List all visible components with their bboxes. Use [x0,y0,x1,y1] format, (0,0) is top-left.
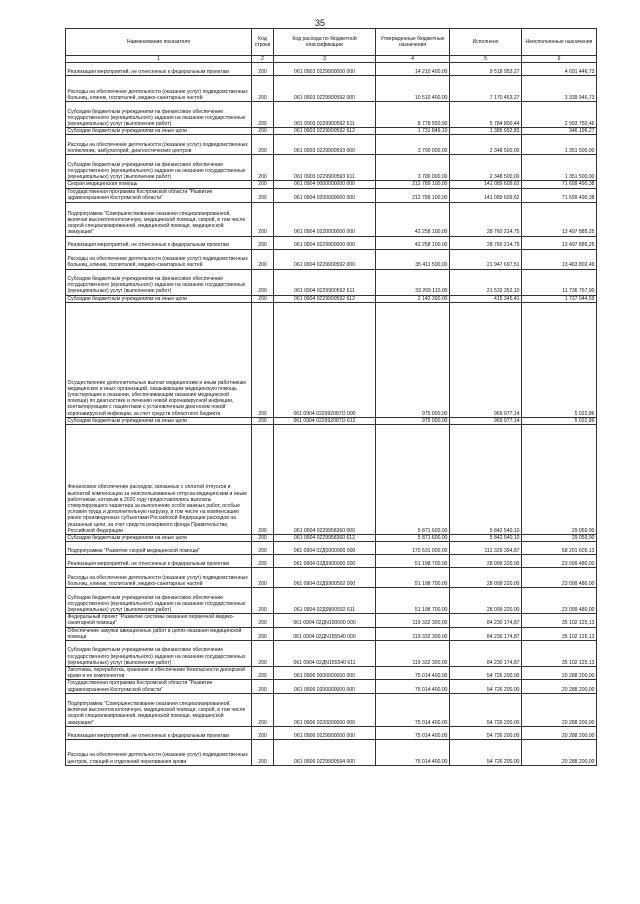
unexecuted-amount: 3 339 946,73 [522,76,597,102]
indicator-name: Субсидии бюджетным учреждениям на иные цели [66,128,252,135]
approved-amount: 75 014 400,00 [376,667,450,680]
table-row [66,202,597,236]
expense-code: 061 0903 0229900000 000 [274,63,376,76]
expense-code: 061 0903 0229900592 000 [274,76,376,102]
line-code: 200 [252,680,274,693]
expense-code: 061 0904 0229900000 000 [274,236,376,249]
approved-amount: 42 258 100,00 [376,202,450,236]
table-row [66,588,597,614]
line-code: 200 [252,181,274,188]
unexecuted-amount: 13 497 885,25 [522,202,597,236]
unexecuted-amount: 5 022,86 [522,302,597,417]
line-code: 200 [252,588,274,614]
line-code: 200 [252,135,274,155]
table-row [66,295,597,302]
executed-amount: 5 842 540,10 [450,425,522,535]
executed-amount: 54 726 200,00 [450,667,522,680]
line-code: 200 [252,614,274,627]
executed-amount: 2 348 500,00 [450,155,522,181]
approved-amount: 10 510 400,00 [376,76,450,102]
table-row [66,542,597,555]
approved-amount: 51 198 700,00 [376,588,450,614]
indicator-name: Субсидии бюджетным учреждениям на финансовое обеспечение государственного (муниципального) задания на оказание государственных (муниципальных) услуг (выполнение работ) [66,588,252,614]
unexecuted-amount: 23 099 480,00 [522,555,597,568]
unexecuted-amount: 35 102 125,13 [522,614,597,627]
table-row [66,249,597,269]
indicator-name: Расходы на обеспечение деятельности (оказание услуг) подведомственных больниц, клиник, госпиталей, медико-санитарных частей [66,568,252,588]
line-code: 200 [252,739,274,765]
expense-code: 061 0904 0220000000 000 [274,202,376,236]
approved-amount: 2 142 390,00 [376,295,450,302]
unexecuted-amount: 20 288 200,00 [522,739,597,765]
expense-code: 061 0904 02Д9900000 000 [274,555,376,568]
line-code: 200 [252,555,274,568]
line-code: 200 [252,63,274,76]
table-row [66,102,597,128]
unexecuted-amount: 23 099 480,00 [522,588,597,614]
line-code: 200 [252,295,274,302]
column-number: 5 [450,56,522,63]
header-indicator-name: Наименование показателя [66,29,252,56]
table-row [66,568,597,588]
line-code: 200 [252,188,274,202]
approved-amount: 975 000,00 [376,302,450,417]
indicator-name: Государственная программа Костромской области "Развитие здравоохранения Костромской области" [66,680,252,693]
executed-amount: 141 089 609,62 [450,188,522,202]
unexecuted-amount: 23 099 480,00 [522,568,597,588]
approved-amount: 8 778 550,90 [376,102,450,128]
executed-amount: 9 518 953,27 [450,63,522,76]
executed-amount: 112 329 394,87 [450,542,522,555]
indicator-name: Федеральный проект "Развитие системы оказания первичной медико-санитарной помощи" [66,614,252,627]
executed-amount: 54 726 200,00 [450,726,522,739]
expense-code: 061 0906 0000000000 000 [274,667,376,680]
line-code: 200 [252,202,274,236]
table-row [66,627,597,640]
indicator-name: Государственная программа Костромской области "Развитие здравоохранения Костромской области" [66,188,252,202]
indicator-name: Расходы на обеспечение деятельности (оказание услуг) подведомственных больниц, клиник, госпиталей, медико-санитарных частей [66,249,252,269]
table-row [66,155,597,181]
expense-code: 061 0904 02Д9900592 000 [274,568,376,588]
indicator-name: Субсидии бюджетным учреждениям на иные цели [66,295,252,302]
table-row [66,726,597,739]
approved-amount: 119 332 300,00 [376,614,450,627]
unexecuted-amount: 71 699 490,38 [522,181,597,188]
column-number: 1 [66,56,252,63]
column-number: 4 [376,56,450,63]
indicator-name: Финансовое обеспечение расходов, связанных с оплатой отпусков и выплатой компенсации за неиспользованные отпуска медицинским и иным работникам, которым в 2020 году предоставлялись выплаты стимулирующего характера за выполнение особо важных работ, особые условия труда и дополнительную нагрузку, в том числе на компенсацию ранее произведенных субъектами Российской Федерации расходов на указанные цели, за счет средств резервного фонда Правительства Российской Федерации [66,425,252,535]
approved-amount: 33 269 110,00 [376,269,450,295]
executed-amount: 5 842 540,10 [450,535,522,542]
executed-amount: 28 760 214,75 [450,202,522,236]
executed-amount: 5 784 800,44 [450,102,522,128]
executed-amount: 28 760 214,75 [450,236,522,249]
approved-amount: 75 014 400,00 [376,693,450,726]
expense-code: 061 0904 02Д0000000 000 [274,542,376,555]
expense-code: 061 0904 02ДN155540 611 [274,641,376,667]
column-number: 6 [522,56,597,63]
approved-amount: 1 731 849,10 [376,128,450,135]
approved-amount: 42 258 100,00 [376,236,450,249]
approved-amount: 3 700 000,00 [376,155,450,181]
indicator-name: Скорая медицинская помощь [66,181,252,188]
unexecuted-amount: 71 699 490,38 [522,188,597,202]
executed-amount: 415 345,41 [450,295,522,302]
line-code: 200 [252,249,274,269]
executed-amount: 28 099 220,00 [450,588,522,614]
column-number: 3 [274,56,376,63]
line-code: 200 [252,302,274,417]
table-row [66,181,597,188]
unexecuted-amount: 20 288 200,00 [522,726,597,739]
indicator-name: Осуществление дополнительных выплат медицинским и иным работникам медицинских и иных организаций, оказывающим медицинскую помощь (участвующим в оказании, обеспечивающим оказание медицинской помощи) по диагностике и лечению новой коронавирусной инфекции, контактирующим с пациентами с установленным диагнозом новой коронавирусной инфекции, за счет средств областного бюджета [66,302,252,417]
unexecuted-amount: 29 059,90 [522,425,597,535]
line-code: 200 [252,667,274,680]
expense-code: 061 0904 0229958360 000 [274,425,376,535]
approved-amount: 170 531 000,00 [376,542,450,555]
expense-code: 061 0903 0229900593 000 [274,135,376,155]
expense-code: 061 0903 0229900592 612 [274,128,376,135]
table-row [66,555,597,568]
indicator-name: Субсидии бюджетным учреждениям на финансовое обеспечение государственного (муниципального) задания на оказание государственных (муниципальных) услуг (выполнение работ) [66,641,252,667]
executed-amount: 54 726 200,00 [450,680,522,693]
approved-amount: 75 014 400,00 [376,680,450,693]
approved-amount: 975 000,00 [376,417,450,424]
executed-amount: 969 977,14 [450,417,522,424]
indicator-name: Реализация мероприятий, не отнесенных к федеральным проектам [66,63,252,76]
unexecuted-amount: 5 022,86 [522,417,597,424]
unexecuted-amount: 35 102 125,13 [522,627,597,640]
indicator-name: Подпрограмма "Совершенствование оказания специализированной, включая высокотехнологичную, медицинской помощи, скорой, в том числе скорой специализированной, медицинской помощи, медицинской эвакуации" [66,693,252,726]
line-code: 200 [252,417,274,424]
approved-amount: 14 210 400,00 [376,63,450,76]
table-row [66,128,597,135]
line-code: 200 [252,76,274,102]
table-row [66,76,597,102]
table-row [66,63,597,76]
executed-amount: 28 099 220,00 [450,568,522,588]
unexecuted-amount: 29 059,90 [522,535,597,542]
table-row [66,302,597,417]
line-code: 200 [252,627,274,640]
indicator-name: Обеспечение закупки авиационных работ в целях оказания медицинской помощи [66,627,252,640]
table-row [66,739,597,765]
line-code: 200 [252,535,274,542]
table-row [66,641,597,667]
line-code: 200 [252,102,274,128]
unexecuted-amount: 13 497 885,25 [522,236,597,249]
executed-amount: 7 170 453,27 [450,76,522,102]
table-body [66,63,597,766]
expense-code: 061 0904 0229900592 000 [274,249,376,269]
approved-amount: 212 789 100,00 [376,188,450,202]
header-approved: Утвержденные бюджетные назначения [376,29,450,56]
indicator-name: Подпрограмма "Развитие скорой медицинской помощи" [66,542,252,555]
approved-amount: 35 411 500,00 [376,249,450,269]
table-row [66,236,597,249]
indicator-name: Расходы на обеспечение деятельности (оказание услуг) подведомственных центров, станций и отделений переливания крови [66,739,252,765]
expense-code: 061 0904 022992087О 612 [274,417,376,424]
indicator-name: Реализация мероприятий, не отнесенных к федеральным проектам [66,555,252,568]
expense-code: 061 0903 0229900592 611 [274,102,376,128]
expense-code: 061 0906 0229900594 000 [274,739,376,765]
table-row [66,667,597,680]
indicator-name: Подпрограмма "Совершенствование оказания специализированной, включая высокотехнологичную, медицинской помощи, скорой, в том числе скорой специализированной, медицинской помощи, медицинской эвакуации" [66,202,252,236]
line-code: 200 [252,269,274,295]
executed-amount: 141 089 609,62 [450,181,522,188]
unexecuted-amount: 13 463 802,49 [522,249,597,269]
table-row [66,614,597,627]
line-code: 200 [252,155,274,181]
header-row [66,29,597,56]
unexecuted-amount: 1 727 044,59 [522,295,597,302]
unexecuted-amount: 20 288 200,00 [522,667,597,680]
approved-amount: 51 198 700,00 [376,568,450,588]
expense-code: 061 0906 0220000000 000 [274,693,376,726]
indicator-name: Субсидии бюджетным учреждениям на иные цели [66,417,252,424]
table-row [66,535,597,542]
table-row [66,680,597,693]
table-row [66,417,597,424]
unexecuted-amount: 58 201 605,13 [522,542,597,555]
unexecuted-amount: 346 196,27 [522,128,597,135]
unexecuted-amount: 35 102 125,13 [522,641,597,667]
unexecuted-amount: 11 736 757,90 [522,269,597,295]
budget-execution-table [65,28,597,766]
line-code: 200 [252,425,274,535]
executed-amount: 2 348 500,00 [450,135,522,155]
line-code: 200 [252,236,274,249]
executed-amount: 84 230 174,87 [450,641,522,667]
column-number-row [66,56,597,63]
indicator-name: Реализация мероприятий, не отнесенных к федеральным проектам [66,726,252,739]
expense-code: 061 0906 0229900000 000 [274,726,376,739]
expense-code: 061 0904 0229900592 611 [274,269,376,295]
indicator-name: Субсидии бюджетным учреждениям на финансовое обеспечение государственного (муниципального) задания на оказание государственных (муниципальных) услуг (выполнение работ) [66,155,252,181]
indicator-name: Субсидии бюджетным учреждениям на иные цели [66,535,252,542]
expense-code: 061 0903 0229900593 611 [274,155,376,181]
unexecuted-amount: 2 993 750,46 [522,102,597,128]
header-expense-code: Код расхода по бюджетной классификации [274,29,376,56]
executed-amount: 28 099 220,00 [450,555,522,568]
approved-amount: 5 871 600,00 [376,535,450,542]
line-code: 200 [252,542,274,555]
table-row [66,188,597,202]
indicator-name: Расходы на обеспечение деятельности (оказание услуг) подведомственных поликлиник, амбулаторий, диагностических центров [66,135,252,155]
approved-amount: 75 014 400,00 [376,726,450,739]
line-code: 200 [252,568,274,588]
line-code: 200 [252,128,274,135]
approved-amount: 75 014 400,00 [376,739,450,765]
approved-amount: 5 871 600,00 [376,425,450,535]
expense-code: 061 0904 02Д9900592 611 [274,588,376,614]
approved-amount: 119 332 300,00 [376,627,450,640]
table-row [66,425,597,535]
executed-amount: 54 726 200,00 [450,693,522,726]
table-row [66,269,597,295]
expense-code: 061 0906 0200000000 000 [274,680,376,693]
indicator-name: Заготовка, переработка, хранение и обеспечение безопасности донорской крови и ее компонентов [66,667,252,680]
unexecuted-amount: 1 351 500,00 [522,135,597,155]
executed-amount: 84 230 174,87 [450,614,522,627]
indicator-name: Субсидии бюджетным учреждениям на финансовое обеспечение государственного (муниципального) задания на оказание государственных (муниципальных) услуг (выполнение работ) [66,269,252,295]
header-line-code: Код строки [252,29,274,56]
executed-amount: 21 532 352,10 [450,269,522,295]
approved-amount: 51 198 700,00 [376,555,450,568]
line-code: 200 [252,641,274,667]
approved-amount: 212 789 100,00 [376,181,450,188]
executed-amount: 969 977,14 [450,302,522,417]
indicator-name: Расходы на обеспечение деятельности (оказание услуг) подведомственных больниц, клиник, госпиталей, медико-санитарных частей [66,76,252,102]
expense-code: 061 0904 0229958360 612 [274,535,376,542]
expense-code: 061 0904 02ДN100000 000 [274,614,376,627]
page-number: 35 [314,18,325,28]
approved-amount: 119 332 300,00 [376,641,450,667]
expense-code: 061 0904 022992087О 000 [274,302,376,417]
expense-code: 061 0904 02ДN155540 000 [274,627,376,640]
expense-code: 061 0904 0229900592 612 [274,295,376,302]
indicator-name: Реализация мероприятий, не отнесенных к федеральным проектам [66,236,252,249]
table-row [66,693,597,726]
table-row [66,135,597,155]
header-executed: Исполнено [450,29,522,56]
expense-code: 061 0904 0200000000 000 [274,188,376,202]
column-number: 2 [252,56,274,63]
unexecuted-amount: 20 288 200,00 [522,680,597,693]
executed-amount: 21 947 697,51 [450,249,522,269]
header-unexecuted: Неисполненные назначения [522,29,597,56]
unexecuted-amount: 20 288 200,00 [522,693,597,726]
line-code: 200 [252,726,274,739]
expense-code: 061 0904 0000000000 000 [274,181,376,188]
executed-amount: 1 385 652,83 [450,128,522,135]
line-code: 200 [252,693,274,726]
approved-amount: 3 700 000,00 [376,135,450,155]
unexecuted-amount: 1 351 500,00 [522,155,597,181]
executed-amount: 54 726 200,00 [450,739,522,765]
executed-amount: 84 230 174,87 [450,627,522,640]
unexecuted-amount: 4 691 446,73 [522,63,597,76]
indicator-name: Субсидии бюджетным учреждениям на финансовое обеспечение государственного (муниципального) задания на оказание государственных (муниципальных) услуг (выполнение работ) [66,102,252,128]
